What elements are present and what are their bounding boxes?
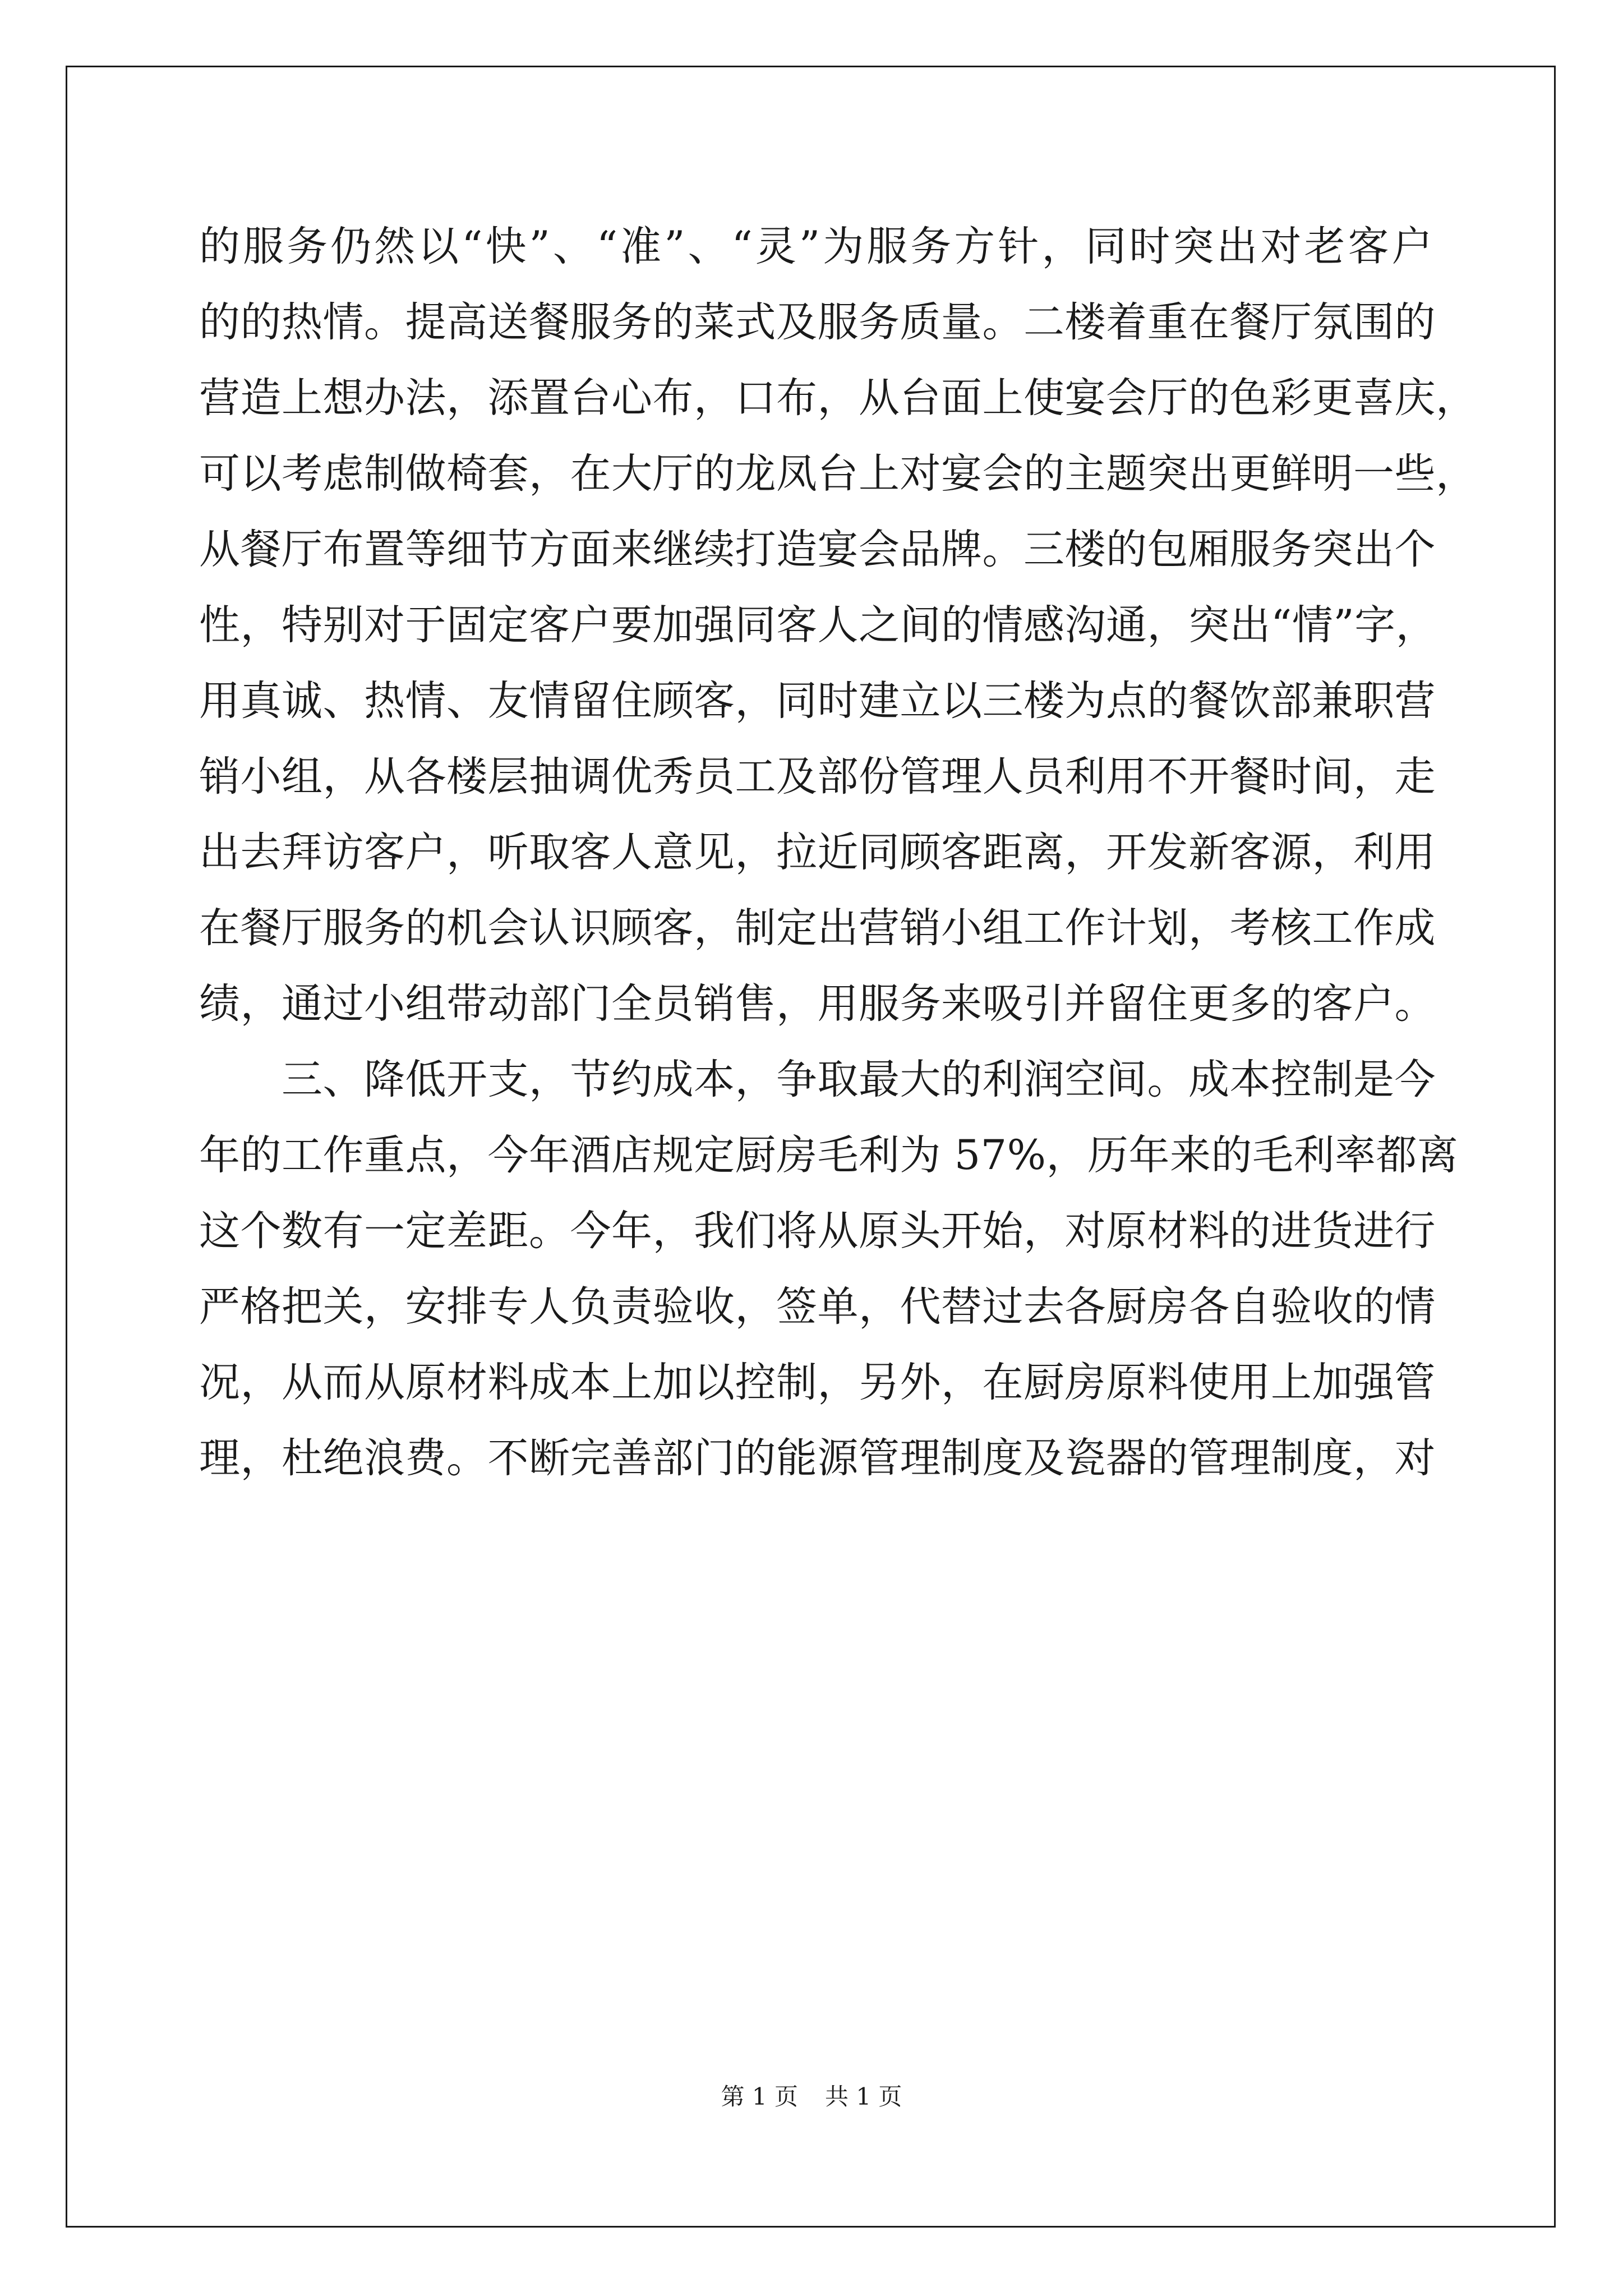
paragraph-line: 用真诚、热情、友情留住顾客，同时建立以三楼为点的餐饮部兼职营 [199,677,1436,725]
paragraph-line: 的的热情。提高送餐服务的菜式及服务质量。二楼着重在餐厅氛围的 [199,298,1436,346]
page-footer [0,2080,1623,2114]
page-number: 第 1 页 [721,2083,798,2110]
paragraph-line: 性，特别对于固定客户要加强同客人之间的情感沟通，突出“情”字， [199,601,1437,649]
paragraph-line: 的服务仍然以“快”、“准”、“灵”为服务方针，同时突出对老客户 [199,223,1433,270]
paragraph-line: 销小组，从各楼层抽调优秀员工及部份管理人员利用不开餐时间，走 [199,753,1436,800]
paragraph-line: 绩，通过小组带动部门全员销售，用服务来吸引并留住更多的客户。 [199,980,1436,1028]
paragraph-first-line: 三、降低开支，节约成本，争取最大的利润空间。成本控制是今 [282,1056,1436,1103]
paragraph-line: 这个数有一定差距。今年，我们将从原头开始，对原材料的进货进行 [199,1207,1436,1255]
paragraph-line: 严格把关，安排专人负责验收，签单，代替过去各厨房各自验收的情 [199,1283,1436,1331]
paragraph-line: 从餐厅布置等细节方面来继续打造宴会品牌。三楼的包厢服务突出个 [199,526,1436,573]
page-total: 共 1 页 [825,2083,902,2110]
paragraph-line: 况，从而从原材料成本上加以控制，另外，在厨房原料使用上加强管 [199,1359,1436,1406]
paragraph-line: 营造上想办法，添置台心布，口布，从台面上使宴会厅的色彩更喜庆， [199,374,1477,422]
paragraph-line: 理，杜绝浪费。不断完善部门的能源管理制度及瓷器的管理制度，对 [199,1434,1436,1482]
paragraph-line: 出去拜访客户，听取客人意见，拉近同顾客距离，开发新客源，利用 [199,829,1436,876]
paragraph-line: 年的工作重点，今年酒店规定厨房毛利为 57%，历年来的毛利率都离 [199,1131,1459,1179]
paragraph-line: 在餐厅服务的机会认识顾客，制定出营销小组工作计划，考核工作成 [199,904,1436,952]
paragraph-line: 可以考虑制做椅套，在大厅的龙凤台上对宴会的主题突出更鲜明一些， [199,450,1477,498]
